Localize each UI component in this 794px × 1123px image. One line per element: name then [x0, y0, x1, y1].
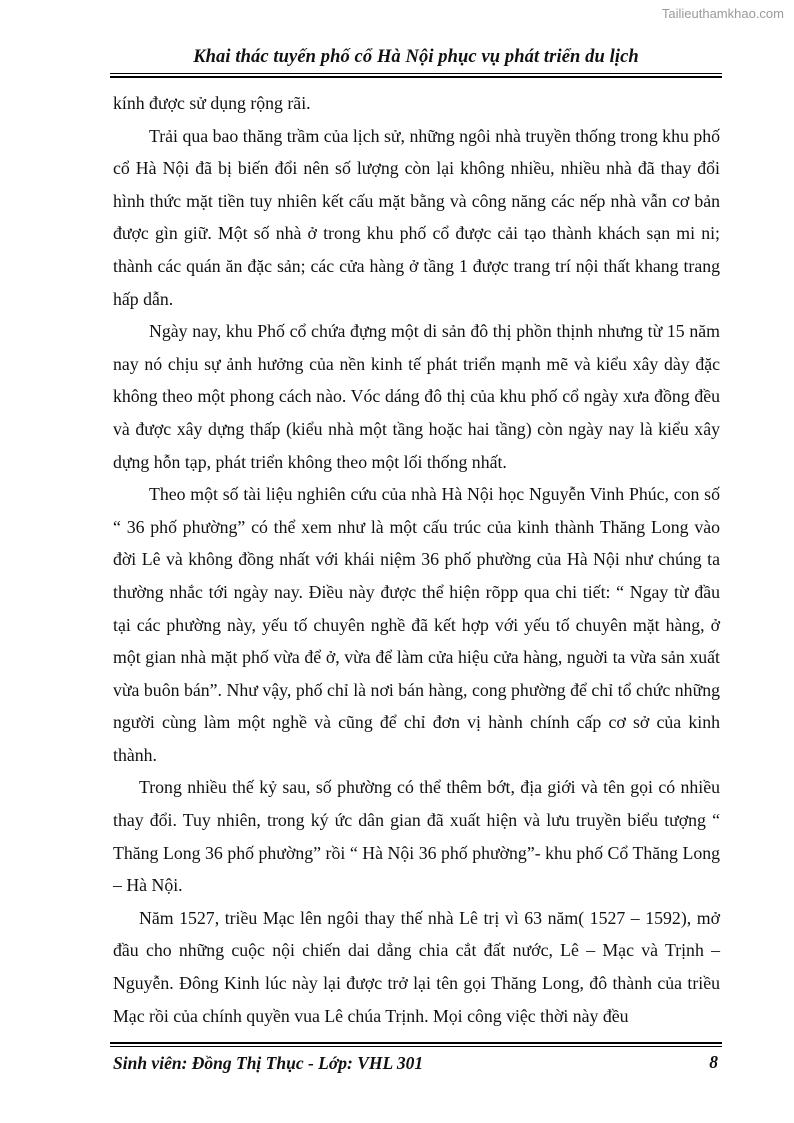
- watermark-text: Tailieuthamkhao.com: [661, 6, 784, 21]
- page-header-title: Khai thác tuyến phố cổ Hà Nội phục vụ phát triển du lịch: [193, 47, 639, 67]
- paragraph: Ngày nay, khu Phố cổ chứa đựng một di sản đô thị phồn thịnh nhưng từ 15 năm nay nó chịu sự ảnh hưởng của nền kinh tế phát triển mạnh mẽ và kiểu xây dày đặc không theo một phong cách nào. Vóc dáng đô thị của khu phố cổ ngày xưa đồng đều và được xây dựng thấp (kiểu nhà một tầng hoặc hai tầng) còn ngày nay là kiểu xây dựng hỗn tạp, phát triển không theo một lối thống nhất.: [113, 321, 720, 472]
- footer-divider-thick: [110, 1042, 722, 1044]
- paragraph-continuation: kính được sử dụng rộng rãi.: [113, 93, 311, 113]
- header-divider-thick: [110, 76, 722, 78]
- footer-divider-thin: [110, 1046, 722, 1047]
- paragraph: Trải qua bao thăng trầm của lịch sử, những ngôi nhà truyền thống trong khu phố cổ Hà Nội đã bị biến đổi nên số lượng còn lại không nhiều, nhiều nhà đã thay đổi hình thức mặt tiền tuy nhiên kết cấu mặt bằng và công năng các nếp nhà vẫn cơ bản được gìn giữ. Một số nhà ở trong khu phố cổ được cải tạo thành khách sạn mi ni; thành các quán ăn đặc sản; các cửa hàng ở tầng 1 được trang trí nội thất khang trang hấp dẫn.: [113, 125, 720, 309]
- paragraph: Năm 1527, triều Mạc lên ngôi thay thế nhà Lê trị vì 63 năm( 1527 – 1592), mở đầu cho những cuộc nội chiến dai dẳng chia cắt đất nước, Lê – Mạc và Trịnh – Nguyễn. Đông Kinh lúc này lại được trở lại tên gọi Thăng Long, đô thành của triều Mạc rồi của chính quyền vua Lê chúa Trịnh. Mọi công việc thời này đều: [113, 907, 720, 1026]
- page-number: 8: [709, 1052, 718, 1072]
- header-divider-thin: [110, 73, 722, 74]
- paragraph: Theo một số tài liệu nghiên cứu của nhà Hà Nội học Nguyễn Vinh Phúc, con số “ 36 phố phường” có thể xem như là một cấu trúc của kinh thành Thăng Long vào đời Lê và không đồng nhất với khái niệm 36 phố phường của Hà Nội như chúng ta thường nhắc tới ngày nay. Điều này được thể hiện rõpp qua chi tiết: “ Ngay từ đầu tại các phường này, yếu tố chuyên nghề đã kết hợp với yếu tố chuyên mặt hàng, ở một gian nhà mặt phố vừa để ở, vừa để làm cửa hiệu cửa hàng, nguời ta vừa sản xuất vừa buôn bán”. Như vậy, phố chỉ là nơi bán hàng, cong phường để chỉ tổ chức những người cùng làm một nghề và cũng để chỉ đơn vị hành chính cấp cơ sở của kinh thành.: [113, 484, 720, 765]
- paragraph: Trong nhiều thế kỷ sau, số phường có thể thêm bớt, địa giới và tên gọi có nhiều thay đổi. Tuy nhiên, trong ký ức dân gian đã xuất hiện và lưu truyền biểu tượng “ Thăng Long 36 phố phường” rồi “ Hà Nội 36 phố phường”- khu phố Cổ Thăng Long – Hà Nội.: [113, 777, 720, 896]
- document-body: [113, 87, 720, 1032]
- footer-author: Sinh viên: Đồng Thị Thục - Lớp: VHL 301: [113, 1053, 424, 1073]
